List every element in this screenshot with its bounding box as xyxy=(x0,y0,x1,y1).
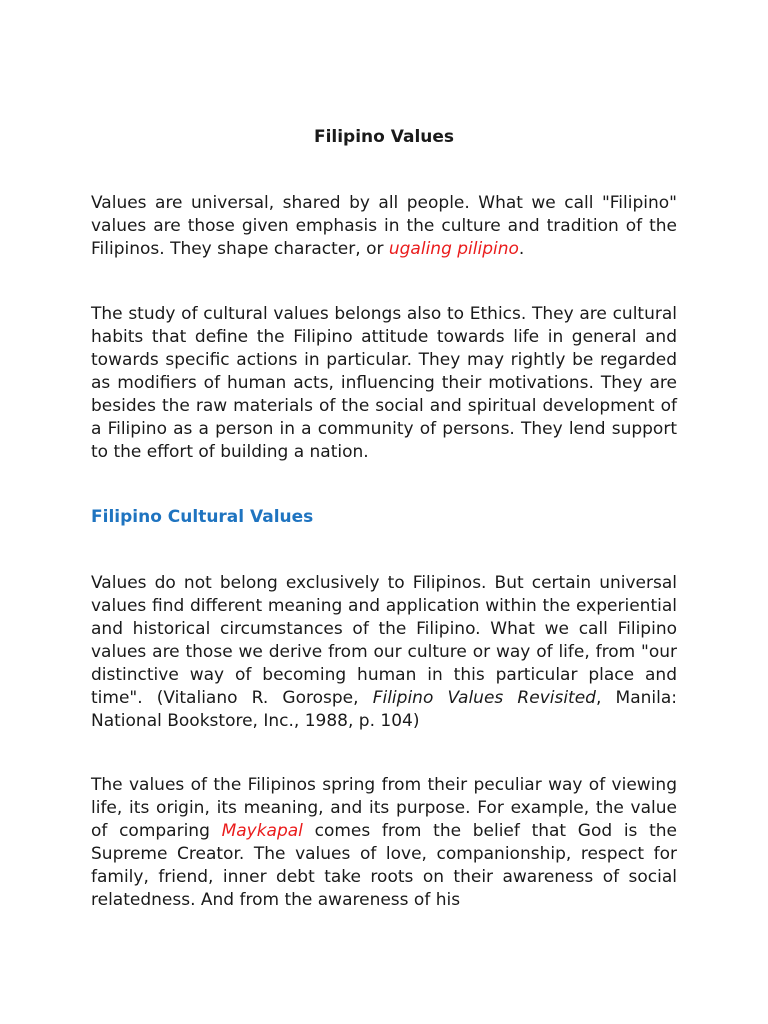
paragraph-text: Values are universal, shared by all people. What we call "Filipino" values are those given emphasis in the culture and tradition of the Filipinos. They shape character, or xyxy=(91,193,677,259)
highlighted-term-ugaling-pilipino: ugaling pilipino xyxy=(388,239,519,259)
paragraph-text: . xyxy=(518,239,525,259)
paragraph-cultural-values-ethics: The study of cultural values belongs also to Ethics. They are cultural habits that define the Filipino attitude towards life in general and towards specific actions in particular. They may rightly be regarded as modifiers of human acts, influencing their motivations. They are besides the raw materials of the social and spiritual development of a Filipino as a person in a community of persons. They lend support to the effort of building a nation. xyxy=(91,304,677,462)
paragraph-text: comes from the belief that God is the Supreme Creator. The values of love, companionship, respect for family, friend, inner debt take roots on their awareness of social relatedness. And from the awareness of his xyxy=(91,821,677,910)
paragraph-values-intro xyxy=(91,192,677,261)
paragraph-text: , Manila: National Bookstore, Inc., 1988, p. 104) xyxy=(91,688,677,731)
paragraph-text: The values of the Filipinos spring from their peculiar way of viewing life, its origin, its meaning, and its purpose. For example, the value of comparing xyxy=(91,775,677,841)
document-title: Filipino Values xyxy=(313,127,455,147)
section-heading-cultural-values: Filipino Cultural Values xyxy=(91,507,314,527)
paragraph-values-origin xyxy=(91,774,677,912)
paragraph-universal-values xyxy=(91,572,677,733)
book-title: Filipino Values Revisited xyxy=(372,688,596,708)
highlighted-term-maykapal: Maykapal xyxy=(221,821,303,841)
paragraph-text: Values do not belong exclusively to Filipinos. But certain universal values find different meaning and application within the experiential and historical circumstances of the Filipino. What we call Filipino values are those we derive from our culture or way of life, from "our distinctive way of becoming human in this particular place and time". (Vitaliano R. Gorospe, xyxy=(91,573,677,708)
